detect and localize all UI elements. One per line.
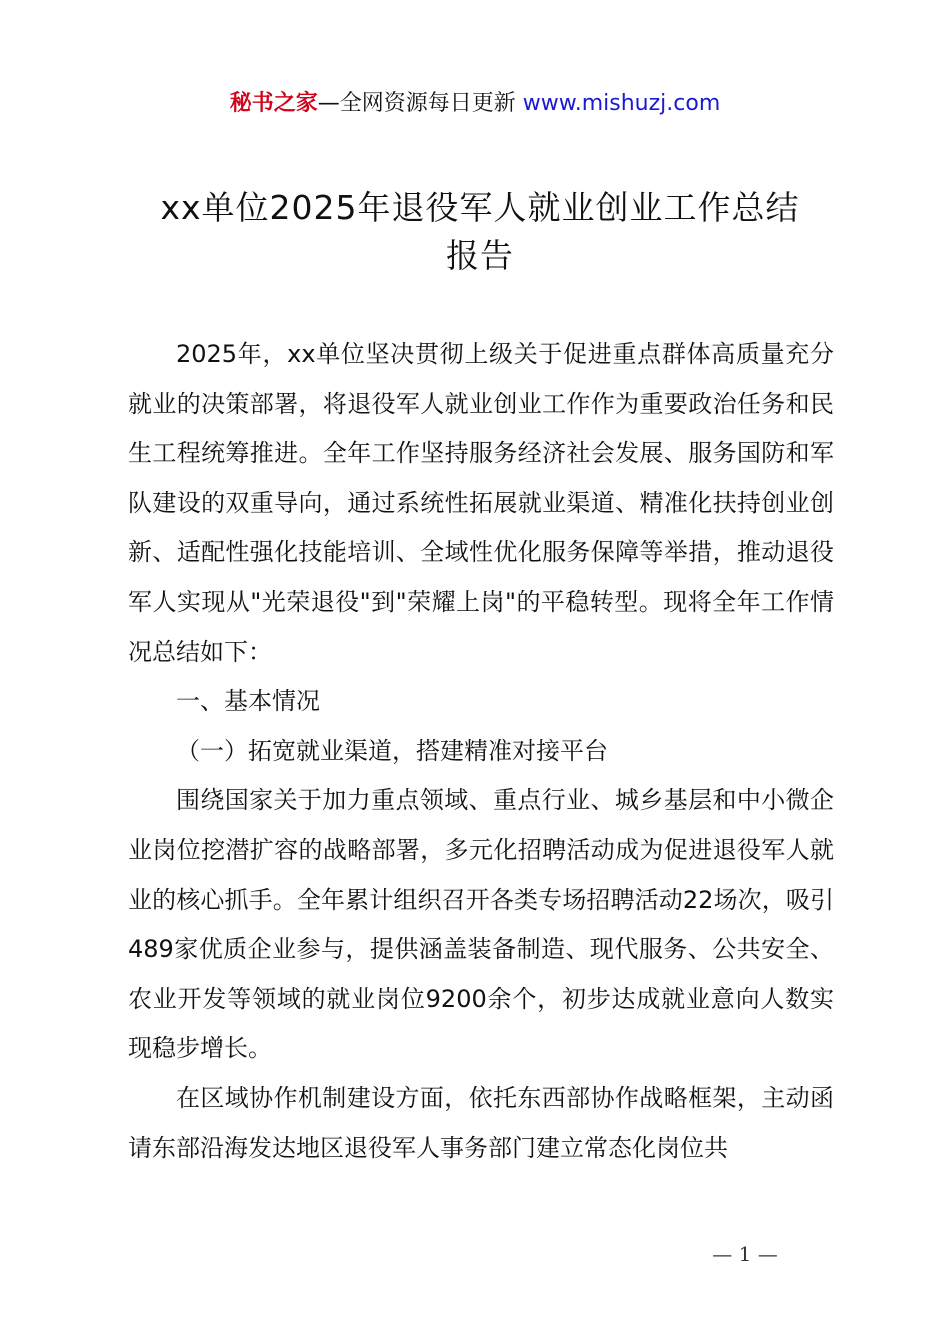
page-number: — 1 — (712, 1242, 778, 1266)
banner-brand: 秘书之家 (229, 91, 318, 116)
document-title-line-1: xx单位2025年退役军人就业创业工作总结 (160, 188, 800, 227)
site-banner (0, 88, 950, 120)
banner-slogan: —全网资源每日更新 (317, 91, 523, 116)
banner-url-link[interactable]: www.mishuzj.com (522, 91, 721, 116)
body-paragraph: 围绕国家关于加力重点领域、重点行业、城乡基层和中小微企业岗位挖潜扩容的战略部署，多元化招聘活动成为促进退役军人就业的核心抓手。全年累计组织召开各类专场招聘活动22场次，吸引489家优质企业参与，提供涵盖装备制造、现代服务、公共安全、农业开发等领域的就业岗位9200余个，初步达成就业意向人数实现稳步增长。 (128, 786, 834, 1063)
document-title (100, 184, 860, 280)
body-paragraph: 在区域协作机制建设方面，依托东西部协作战略框架，主动函请东部沿海发达地区退役军人事务部门建立常态化岗位共 (128, 1083, 834, 1162)
document-title-line-2: 报告 (446, 236, 514, 275)
document-body (128, 330, 834, 1173)
section-heading: 一、基本情况 (176, 687, 320, 716)
intro-paragraph: 2025年，xx单位坚决贯彻上级关于促进重点群体高质量充分就业的决策部署，将退役军人就业创业工作作为重要政治任务和民生工程统筹推进。全年工作坚持服务经济社会发展、服务国防和军队建设的双重导向，通过系统性拓展就业渠道、精准化扶持创业创新、适配性强化技能培训、全域性优化服务保障等举措，推动退役军人实现从"光荣退役"到"荣耀上岗"的平稳转型。现将全年工作情况总结如下： (128, 340, 834, 666)
subsection-heading: （一）拓宽就业渠道，搭建精准对接平台 (176, 736, 608, 765)
